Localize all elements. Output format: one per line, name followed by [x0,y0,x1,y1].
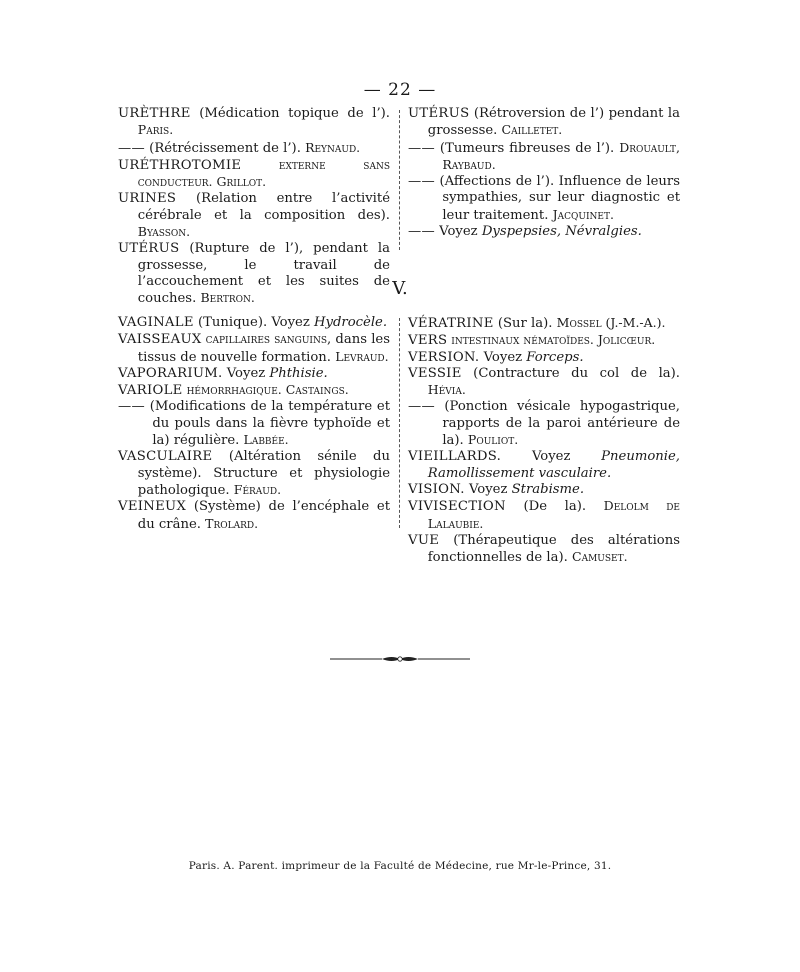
ornament-rule [330,652,470,666]
index-entry [408,449,680,482]
entry-author: Grillot. [216,174,267,190]
index-entry [118,191,390,241]
index-entry [118,157,390,192]
entry-heading: VESSIE [408,365,462,381]
entry-author: Mossel (J.-M.-A.). [556,315,666,330]
index-entry [408,106,680,140]
index-entry [118,331,390,366]
entry-heading: VASCULAIRE [118,449,213,465]
entry-description: Voyez [222,365,270,381]
entry-author: Reynaud. [305,139,361,155]
entry-description: , dans les tissus de nouvelle formation. [137,332,390,365]
section-letter: V. [392,278,408,299]
entry-description: (Rupture de l’), pendant la grossesse, le travail de l’accouchement et les suites de couches. [137,241,390,307]
entry-description: (Médication topique de l’). [190,106,390,121]
entry-author: Levraud. [335,348,389,364]
entry-description: (Relation entre l’activité cérébrale et la composition des). [137,191,390,223]
entry-author: Byasson. [137,224,191,240]
entry-author: Labbée. [243,432,289,448]
entry-description: Voyez [501,449,602,465]
entry-cross-reference: Dyspepsies, Névralgies. [481,224,642,240]
entry-author: Camuset. [572,549,628,565]
entry-heading: VARIOLE [118,383,183,399]
entry-author: Drouault, Raybaud. [442,139,680,172]
entry-description: (Tunique). Voyez [193,315,315,330]
index-entry [408,315,680,332]
entry-author: Jolicœur. [597,332,656,348]
top-right-column [408,106,680,240]
index-entry [118,106,390,140]
index-entry [408,174,680,224]
column-divider-top [399,110,400,250]
entry-author: Trolard. [205,515,259,531]
entry-author: Pouliot. [467,432,519,448]
entry-author: Bertron. [200,290,255,306]
entry-description: (Rétrécissement de l’). [144,140,306,156]
entry-description: Voyez [479,349,527,365]
entry-description: (Affections de l’). Influence de leurs sympathies, sur leur diagnostic et leur traitement. [434,174,680,223]
entry-description: (De la). [505,499,604,515]
entry-description: (Tumeurs fibreuses de l’). [434,140,620,156]
entry-description: (Ponction vésicale hypogastrique, rapports de la paroi antérieure de la). [434,399,680,449]
index-entry [408,482,680,498]
entry-author: Paris. [137,122,174,138]
index-entry [118,366,390,382]
entry-heading: UTÉRUS [118,241,180,257]
index-entry [408,332,680,349]
index-entry [408,533,680,567]
entry-heading: VERSION. [408,349,480,365]
entry-heading: VAGINALE [118,315,194,330]
entry-description: (Sur la). [493,316,557,331]
entry-description: (Contracture du col de la). [461,365,680,381]
entry-heading: —— [408,174,435,190]
entry-heading: URÉTHROTOMIE [118,157,242,173]
index-entry [408,498,680,533]
entry-author: Jacquinet. [552,206,614,222]
printer-imprint: Paris. A. Parent. imprimeur de la Faculté de Médecine, rue Mr-le-Prince, 31. [188,860,612,872]
entry-description: (Rétroversion de l’) pendant la grossesse. [427,106,680,139]
index-entry [408,350,680,366]
entry-heading: VUE [408,532,440,548]
entry-description: Voyez [464,481,512,497]
index-entry [118,449,390,499]
entry-description: Voyez [434,224,482,240]
entry-heading: VERS [408,333,448,349]
entry-heading: —— [118,140,145,156]
entry-heading: VAPORARIUM. [118,365,223,381]
entry-heading: UTÉRUS [408,106,470,121]
entry-description: (Altération sénile du système). Structure et physiologie pathologique. [137,449,390,498]
index-entry [408,366,680,400]
entry-author: Hévia. [427,382,466,398]
entry-cross-reference: Strabisme. [511,481,585,497]
entry-heading: VISION. [408,481,465,497]
index-entry [118,399,390,449]
entry-qualifier: hémorrhagique. [182,382,286,398]
index-entry [408,140,680,175]
entry-cross-reference: Hydrocèle. [314,315,388,330]
entry-heading: —— [118,399,145,415]
page-number: — 22 — [363,80,437,100]
entry-heading: VIVISECTION [408,499,506,515]
entry-heading: —— [408,399,435,415]
entry-author: Castaings. [285,382,349,398]
entry-qualifier: intestinaux nématoïdes. [447,332,598,348]
entry-author: Cailletet. [501,122,563,138]
index-entry [118,382,390,399]
entry-description: (Modifications de la température et du pouls dans la fièvre typhoïde et la) régulière. [144,399,390,449]
entry-author: Delolm de Lalaubie. [427,498,680,531]
entry-heading: URÈTHRE [118,106,191,121]
column-divider-v [399,318,400,528]
entry-cross-reference: Pneumonie, Ramollissement vasculaire. [427,449,680,481]
entry-description: (Thérapeutique des altérations fonctionnelles de la). [427,532,680,566]
index-entry [118,499,390,533]
entry-qualifier: capillaires sanguins [201,331,327,347]
v-left-column [118,315,390,533]
index-entry [118,140,390,157]
entry-heading: VAISSEAUX [118,332,202,348]
entry-description: (Système) de l’encéphale et du crâne. [137,499,390,532]
entry-qualifier: externe sans conducteur. [137,156,390,190]
entry-heading: —— [408,140,435,156]
index-entry [118,315,390,331]
entry-cross-reference: Phthisie. [269,365,328,381]
v-right-column [408,315,680,566]
entry-heading: URINES [118,191,177,207]
entry-cross-reference: Forceps. [526,349,584,365]
entry-heading: VÉRATRINE [408,316,494,331]
entry-heading: VEINEUX [118,499,187,515]
index-entry [408,399,680,449]
index-entry [408,224,680,240]
entry-author: Féraud. [233,481,282,497]
entry-heading: —— [408,224,435,240]
entry-heading: VIEILLARDS. [408,449,502,465]
